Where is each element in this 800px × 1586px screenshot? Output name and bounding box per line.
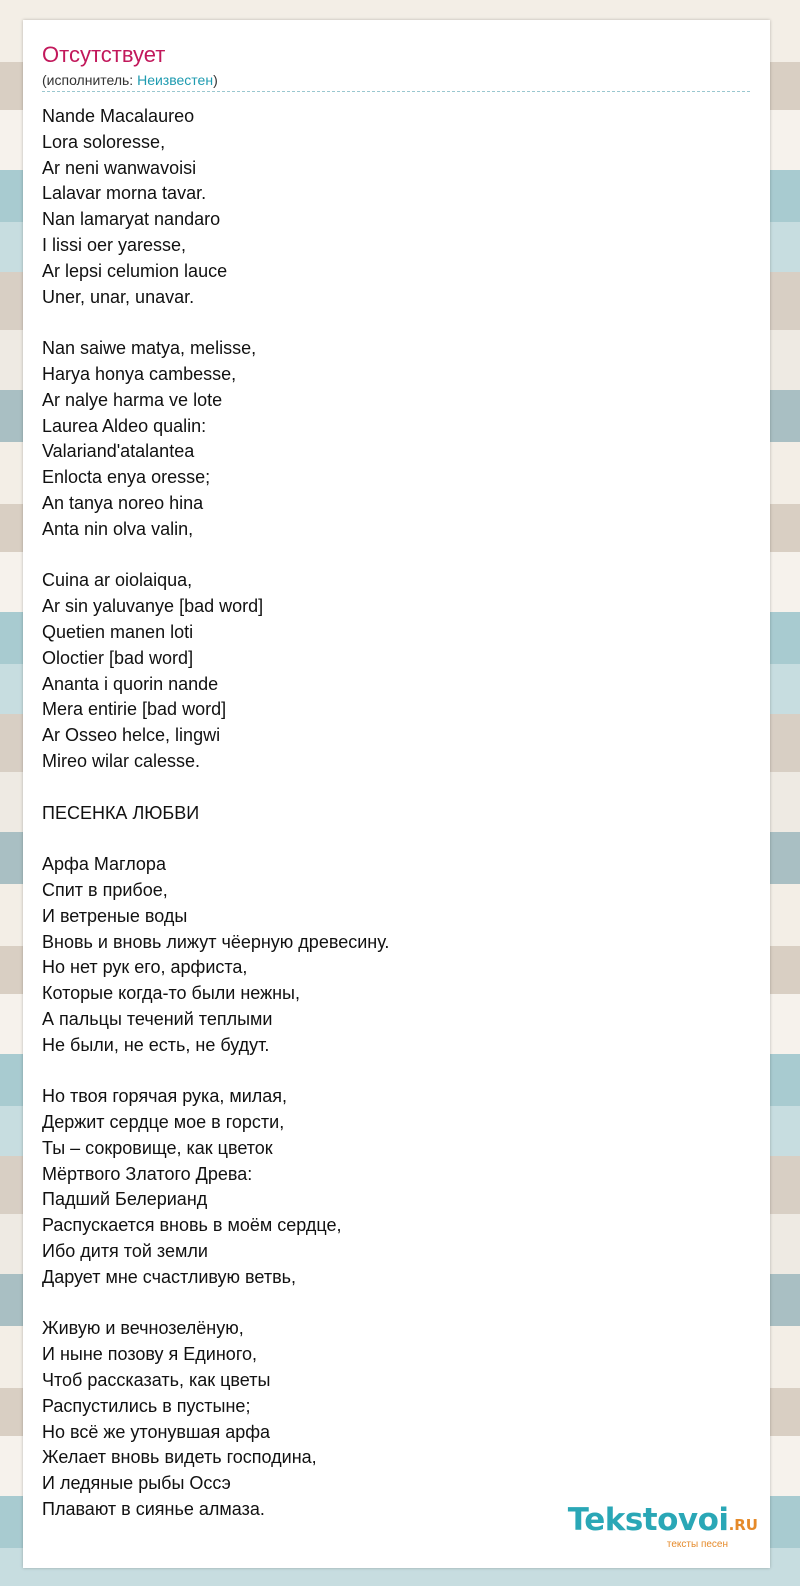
lyric-line: Ar nalye harma ve lote — [42, 389, 223, 410]
lyric-line: Valariand'atalantea — [42, 441, 195, 462]
lyric-line: Anta nin olva valin, — [42, 518, 194, 539]
lyric-line: Laurea Aldeo qualin: — [42, 415, 207, 436]
lyric-line: Oloctier [bad word] — [42, 647, 194, 668]
lyric-line: Падший Белерианд — [42, 1189, 208, 1210]
lyric-line: Вновь и вновь лижут чёерную древесину. — [42, 931, 390, 952]
stanza-break — [42, 826, 742, 852]
artist-line — [42, 71, 752, 89]
lyric-line: Ar neni wanwavoisi — [42, 157, 197, 178]
lyric-line: Которые когда-то были нежны, — [42, 983, 300, 1004]
lyric-line: Распускается вновь в моём сердце, — [42, 1215, 342, 1236]
lyric-line: Дарует мне счастливую ветвь, — [42, 1266, 297, 1287]
lyric-line: Nan saiwe matya, melisse, — [42, 338, 257, 359]
lyric-line: Ananta i quorin nande — [42, 673, 219, 694]
artist-prefix: (исполнитель: — [42, 72, 138, 88]
lyric-line: Чтоб рассказать, как цветы — [42, 1370, 271, 1391]
lyric-line: I lissi oer yaresse, — [42, 234, 187, 255]
lyric-line: Ar lepsi celumion lauce — [42, 260, 228, 281]
lyric-line: Ты – сокровище, как цветок — [42, 1137, 273, 1158]
lyrics-text — [42, 104, 742, 1523]
lyric-line: Quetien manen loti — [42, 621, 194, 642]
lyric-line: Lora soloresse, — [42, 131, 166, 152]
site-logo[interactable] — [568, 1504, 758, 1550]
artist-link[interactable]: Неизвестен — [137, 72, 214, 88]
lyric-line: An tanya noreo hina — [42, 492, 204, 513]
lyric-line: Распустились в пустыне; — [42, 1395, 251, 1416]
lyric-line: Держит сердце мое в горсти, — [42, 1112, 285, 1133]
lyric-line: Но твоя горячая рука, милая, — [42, 1086, 288, 1107]
lyric-line: Арфа Маглора — [42, 854, 166, 875]
stanza-break — [42, 1291, 742, 1317]
lyrics-card — [23, 20, 770, 1568]
logo-tld: .RU — [728, 1516, 758, 1534]
lyric-line: Harya honya cambesse, — [42, 363, 237, 384]
lyric-line: Enlocta enya oresse; — [42, 467, 211, 488]
lyric-line: Cuina ar oiolaiqua, — [42, 570, 193, 591]
lyric-line: И ныне позову я Единого, — [42, 1344, 257, 1365]
stanza-break — [42, 1058, 742, 1084]
lyric-line: А пальцы течений теплыми — [42, 1008, 273, 1029]
lyric-line: Ибо дитя той земли — [42, 1241, 208, 1262]
lyric-line: Ar sin yaluvanye [bad word] — [42, 596, 264, 617]
lyric-line: Но всё же утонувшая арфа — [42, 1421, 271, 1442]
stanza-break — [42, 310, 742, 336]
header-divider — [42, 91, 750, 92]
lyric-line: Nan lamaryat nandaro — [42, 209, 221, 230]
lyric-line: Желает вновь видеть господина, — [42, 1447, 317, 1468]
lyric-line: Мёртвого Златого Древа: — [42, 1163, 253, 1184]
lyric-line: И ветреные воды — [42, 905, 188, 926]
lyric-line: Ar Osseo helce, lingwi — [42, 725, 221, 746]
lyric-line: Uner, unar, unavar. — [42, 286, 195, 307]
lyric-line: И ледяные рыбы Оссэ — [42, 1473, 231, 1494]
lyric-line: Mireo wilar calesse. — [42, 750, 201, 771]
logo-main-text: Tekstovoi — [567, 1502, 729, 1538]
lyric-line: Но нет рук его, арфиста, — [42, 957, 248, 978]
stanza-break — [42, 775, 742, 801]
stanza-break — [42, 543, 742, 569]
lyric-line: Mera entirie [bad word] — [42, 699, 227, 720]
lyric-line: Живую и вечнозелёную, — [42, 1318, 244, 1339]
logo-wordmark — [568, 1504, 758, 1541]
lyric-line: Спит в прибое, — [42, 879, 168, 900]
lyric-line: Nande Macalaureo — [42, 106, 195, 126]
logo-subtitle: тексты песен — [666, 1539, 728, 1550]
song-header — [42, 42, 752, 89]
artist-suffix: ) — [213, 72, 218, 88]
song-title: Отсутствует — [42, 42, 166, 67]
lyric-line: Плавают в сиянье алмаза. — [42, 1499, 265, 1520]
lyric-line: Lalavar morna tavar. — [42, 183, 207, 204]
lyric-line: Не были, не есть, не будут. — [42, 1034, 270, 1055]
lyric-line: ПЕСЕНКА ЛЮБВИ — [42, 802, 200, 823]
